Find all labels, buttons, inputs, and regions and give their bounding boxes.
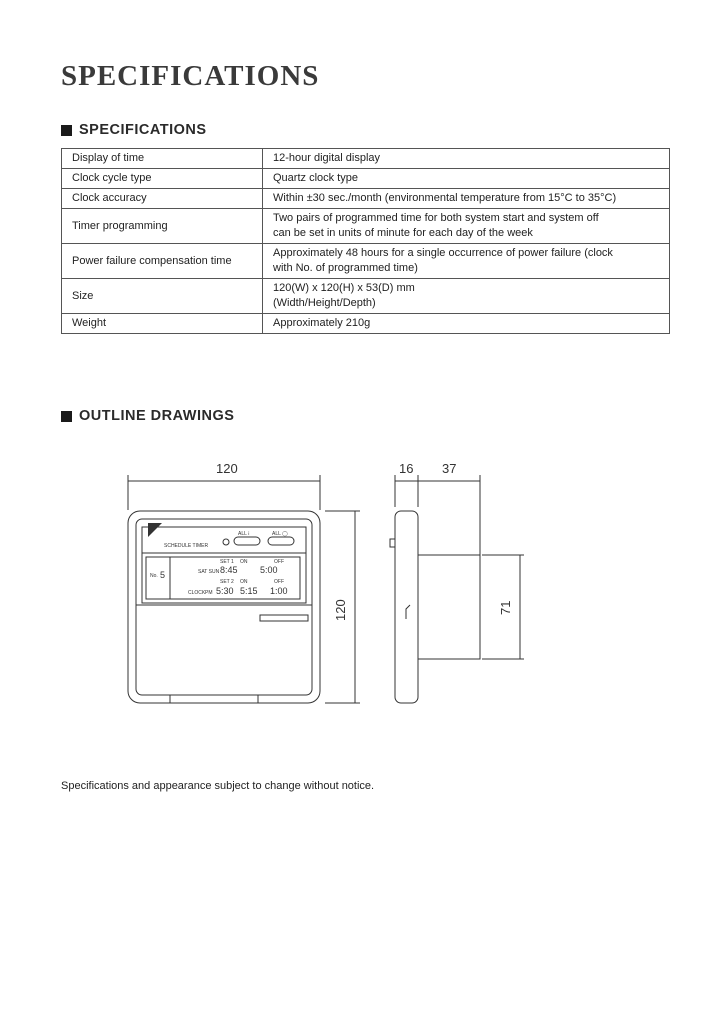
number-value: 5 <box>160 570 166 580</box>
spec-value-line: 12-hour digital display <box>273 152 381 164</box>
spec-label: Clock accuracy <box>62 189 263 209</box>
depth-body-label: 37 <box>442 461 457 476</box>
specifications-heading-text: SPECIFICATIONS <box>79 122 207 138</box>
set1-on-label: ON <box>240 559 248 565</box>
spec-row <box>62 169 670 189</box>
clock-time: 5:30 <box>216 586 234 596</box>
set1-label: SET 1 <box>220 559 234 565</box>
set1-off-label: OFF <box>274 559 284 565</box>
spec-value <box>263 244 670 279</box>
side-view-body <box>418 555 480 659</box>
all-on-button <box>234 537 260 545</box>
day-label: SAT SUN <box>198 569 220 575</box>
set2-on-label: ON <box>240 579 248 585</box>
spec-value-line: Approximately 210g <box>273 317 371 329</box>
spec-value <box>263 209 670 244</box>
clock-label: CLOCK <box>188 590 206 596</box>
spec-value <box>263 189 670 209</box>
brand-logo-icon <box>148 523 162 537</box>
spec-value-line: Quartz clock type <box>273 172 358 184</box>
spec-row <box>62 189 670 209</box>
spec-value <box>263 149 670 169</box>
pm-label: PM <box>205 590 213 596</box>
spec-row <box>62 244 670 279</box>
all-off-button <box>268 537 294 545</box>
spec-value <box>263 314 670 334</box>
footer-note: Specifications and appearance subject to change without notice. <box>61 780 375 792</box>
outline-drawing <box>110 455 540 725</box>
side-view-tab <box>390 539 395 547</box>
set2-off-label: OFF <box>274 579 284 585</box>
spec-label: Size <box>62 279 263 314</box>
spec-row <box>62 279 670 314</box>
black-square-icon <box>61 125 72 136</box>
all-on-label: ALL ⅰ <box>238 531 250 537</box>
side-view-hook <box>406 605 410 619</box>
spec-row <box>62 314 670 334</box>
spec-value-line: Approximately 48 hours for a single occurrence of power failure (clock <box>273 247 613 259</box>
page-title: SPECIFICATIONS <box>61 60 320 92</box>
spec-label: Weight <box>62 314 263 334</box>
set2-on-time: 5:15 <box>240 586 258 596</box>
spec-value <box>263 169 670 189</box>
spec-row <box>62 209 670 244</box>
all-on-indicator <box>223 539 229 545</box>
specifications-table <box>61 148 670 334</box>
body-height-label: 71 <box>498 600 513 615</box>
outline-drawings-heading-text: OUTLINE DRAWINGS <box>79 408 235 424</box>
spec-value-line: can be set in units of minute for each day of the week <box>273 227 533 239</box>
brand-label: SCHEDULE TIMER <box>164 543 209 549</box>
spec-label: Display of time <box>62 149 263 169</box>
spec-label: Timer programming <box>62 209 263 244</box>
depth-front-label: 16 <box>399 461 414 476</box>
specifications-heading <box>61 122 207 138</box>
spec-value <box>263 279 670 314</box>
spec-value-line: with No. of programmed time) <box>273 262 418 274</box>
height-dimension-label: 120 <box>333 599 348 621</box>
black-square-icon <box>61 411 72 422</box>
set2-off-time: 1:00 <box>270 586 288 596</box>
set1-off-time: 5:00 <box>260 565 278 575</box>
set1-on-time: 8:45 <box>220 565 238 575</box>
spec-row <box>62 149 670 169</box>
spec-label: Clock cycle type <box>62 169 263 189</box>
spec-label: Power failure compensation time <box>62 244 263 279</box>
outline-drawings-heading <box>61 408 234 424</box>
width-dimension-label: 120 <box>216 461 238 476</box>
side-view-front-plate <box>395 511 418 703</box>
spec-value-line: 120(W) x 120(H) x 53(D) mm <box>273 282 415 294</box>
bottom-slot <box>170 695 258 703</box>
number-label: No. <box>150 573 158 579</box>
spec-value-line: (Width/Height/Depth) <box>273 297 376 309</box>
cover-latch <box>260 615 308 621</box>
spec-value-line: Two pairs of programmed time for both system start and system off <box>273 212 599 224</box>
set2-label: SET 2 <box>220 579 234 585</box>
spec-value-line: Within ±30 sec./month (environmental temperature from 15°C to 35°C) <box>273 192 617 204</box>
all-off-label: ALL ◯ <box>272 531 288 537</box>
